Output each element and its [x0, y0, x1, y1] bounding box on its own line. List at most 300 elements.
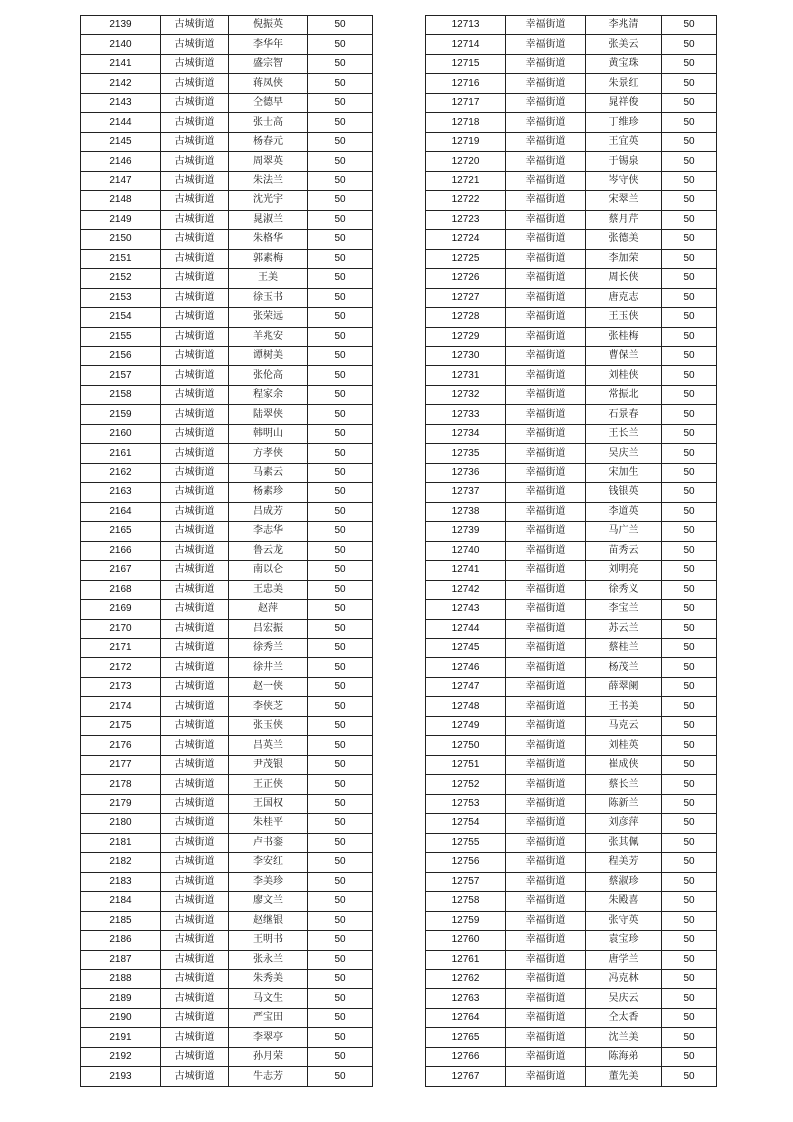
row-number-cell: 12746: [426, 658, 506, 677]
table-row: [426, 716, 717, 735]
amount-cell: 50: [662, 113, 717, 132]
amount-cell: 50: [308, 288, 373, 307]
table-row: [426, 1047, 717, 1066]
district-cell: 古城街道: [161, 308, 229, 327]
district-cell: 幸福街道: [506, 74, 586, 93]
amount-cell: 50: [662, 327, 717, 346]
amount-cell: 50: [662, 171, 717, 190]
amount-cell: 50: [662, 269, 717, 288]
name-cell: 冯克林: [586, 969, 662, 988]
name-cell: 宋翠兰: [586, 191, 662, 210]
table-row: [81, 346, 373, 365]
name-cell: 晁祥俊: [586, 93, 662, 112]
row-number-cell: 12749: [426, 716, 506, 735]
name-cell: 王宜英: [586, 132, 662, 151]
table-row: [81, 93, 373, 112]
name-cell: 丁维珍: [586, 113, 662, 132]
row-number-cell: 12732: [426, 385, 506, 404]
name-cell: 朱秀美: [229, 969, 308, 988]
row-number-cell: 2148: [81, 191, 161, 210]
district-cell: 幸福街道: [506, 366, 586, 385]
row-number-cell: 12747: [426, 677, 506, 696]
district-cell: 古城街道: [161, 269, 229, 288]
district-cell: 古城街道: [161, 600, 229, 619]
district-cell: 幸福街道: [506, 639, 586, 658]
name-cell: 刘桂英: [586, 736, 662, 755]
name-cell: 吕宏振: [229, 619, 308, 638]
table-row: [81, 1028, 373, 1047]
district-cell: 古城街道: [161, 230, 229, 249]
table-row: [426, 93, 717, 112]
row-number-cell: 2147: [81, 171, 161, 190]
district-cell: 古城街道: [161, 989, 229, 1008]
row-number-cell: 12718: [426, 113, 506, 132]
table-row: [426, 54, 717, 73]
district-cell: 幸福街道: [506, 600, 586, 619]
name-cell: 盛宗智: [229, 54, 308, 73]
name-cell: 羊兆安: [229, 327, 308, 346]
amount-cell: 50: [308, 35, 373, 54]
district-cell: 古城街道: [161, 658, 229, 677]
amount-cell: 50: [662, 541, 717, 560]
name-cell: 赵一侠: [229, 677, 308, 696]
row-number-cell: 12730: [426, 346, 506, 365]
amount-cell: 50: [308, 502, 373, 521]
district-cell: 古城街道: [161, 522, 229, 541]
table-row: [426, 697, 717, 716]
row-number-cell: 12748: [426, 697, 506, 716]
name-cell: 牛志芳: [229, 1067, 308, 1086]
row-number-cell: 12719: [426, 132, 506, 151]
table-row: [426, 113, 717, 132]
table-row: [81, 35, 373, 54]
table-row: [81, 210, 373, 229]
table-row: [81, 619, 373, 638]
amount-cell: 50: [662, 308, 717, 327]
name-cell: 谭树美: [229, 346, 308, 365]
table-row: [81, 969, 373, 988]
district-cell: 幸福街道: [506, 989, 586, 1008]
table-row: [81, 327, 373, 346]
district-cell: 古城街道: [161, 697, 229, 716]
amount-cell: 50: [308, 93, 373, 112]
table-row: [81, 580, 373, 599]
row-number-cell: 2177: [81, 755, 161, 774]
table-row: [81, 191, 373, 210]
amount-cell: 50: [308, 755, 373, 774]
name-cell: 朱格华: [229, 230, 308, 249]
left-roster-table: [80, 15, 373, 1087]
name-cell: 李美珍: [229, 872, 308, 891]
row-number-cell: 2159: [81, 405, 161, 424]
district-cell: 幸福街道: [506, 950, 586, 969]
amount-cell: 50: [308, 366, 373, 385]
name-cell: 陈海弟: [586, 1047, 662, 1066]
name-cell: 李侠芝: [229, 697, 308, 716]
name-cell: 卢书銮: [229, 833, 308, 852]
table-row: [426, 308, 717, 327]
district-cell: 幸福街道: [506, 249, 586, 268]
row-number-cell: 12716: [426, 74, 506, 93]
row-number-cell: 2193: [81, 1067, 161, 1086]
district-cell: 幸福街道: [506, 677, 586, 696]
name-cell: 徐秀兰: [229, 639, 308, 658]
table-row: [81, 113, 373, 132]
table-row: [426, 444, 717, 463]
district-cell: 古城街道: [161, 405, 229, 424]
district-cell: 幸福街道: [506, 152, 586, 171]
amount-cell: 50: [662, 794, 717, 813]
table-row: [426, 814, 717, 833]
amount-cell: 50: [662, 658, 717, 677]
table-row: [426, 522, 717, 541]
amount-cell: 50: [662, 385, 717, 404]
name-cell: 张荣远: [229, 308, 308, 327]
name-cell: 方孝侠: [229, 444, 308, 463]
district-cell: 古城街道: [161, 892, 229, 911]
name-cell: 周翠英: [229, 152, 308, 171]
amount-cell: 50: [662, 1047, 717, 1066]
row-number-cell: 12744: [426, 619, 506, 638]
amount-cell: 50: [308, 385, 373, 404]
amount-cell: 50: [308, 444, 373, 463]
name-cell: 徐井兰: [229, 658, 308, 677]
table-row: [426, 405, 717, 424]
district-cell: 幸福街道: [506, 269, 586, 288]
district-cell: 幸福街道: [506, 171, 586, 190]
district-cell: 幸福街道: [506, 931, 586, 950]
table-row: [81, 1047, 373, 1066]
table-row: [81, 833, 373, 852]
row-number-cell: 2176: [81, 736, 161, 755]
name-cell: 崔成侠: [586, 755, 662, 774]
amount-cell: 50: [662, 346, 717, 365]
district-cell: 幸福街道: [506, 132, 586, 151]
amount-cell: 50: [662, 463, 717, 482]
amount-cell: 50: [308, 697, 373, 716]
amount-cell: 50: [662, 639, 717, 658]
row-number-cell: 2190: [81, 1008, 161, 1027]
amount-cell: 50: [308, 736, 373, 755]
district-cell: 古城街道: [161, 775, 229, 794]
name-cell: 苗秀云: [586, 541, 662, 560]
row-number-cell: 12720: [426, 152, 506, 171]
table-row: [81, 755, 373, 774]
table-row: [426, 249, 717, 268]
amount-cell: 50: [308, 269, 373, 288]
amount-cell: 50: [308, 833, 373, 852]
table-row: [81, 950, 373, 969]
row-number-cell: 2192: [81, 1047, 161, 1066]
name-cell: 董先美: [586, 1067, 662, 1086]
row-number-cell: 2157: [81, 366, 161, 385]
name-cell: 马广兰: [586, 522, 662, 541]
name-cell: 沈兰美: [586, 1028, 662, 1047]
table-row: [426, 483, 717, 502]
row-number-cell: 12721: [426, 171, 506, 190]
amount-cell: 50: [662, 405, 717, 424]
row-number-cell: 2145: [81, 132, 161, 151]
row-number-cell: 12740: [426, 541, 506, 560]
amount-cell: 50: [662, 191, 717, 210]
table-row: [426, 911, 717, 930]
amount-cell: 50: [662, 833, 717, 852]
amount-cell: 50: [308, 249, 373, 268]
table-row: [81, 288, 373, 307]
name-cell: 南以仑: [229, 561, 308, 580]
table-row: [426, 230, 717, 249]
amount-cell: 50: [308, 152, 373, 171]
row-number-cell: 2166: [81, 541, 161, 560]
name-cell: 张德美: [586, 230, 662, 249]
amount-cell: 50: [662, 677, 717, 696]
name-cell: 钱银英: [586, 483, 662, 502]
row-number-cell: 2178: [81, 775, 161, 794]
amount-cell: 50: [308, 405, 373, 424]
name-cell: 周长侠: [586, 269, 662, 288]
district-cell: 古城街道: [161, 424, 229, 443]
name-cell: 赵继银: [229, 911, 308, 930]
table-row: [81, 794, 373, 813]
name-cell: 王正侠: [229, 775, 308, 794]
district-cell: 古城街道: [161, 950, 229, 969]
table-row: [81, 502, 373, 521]
name-cell: 薛翠阑: [586, 677, 662, 696]
row-number-cell: 2168: [81, 580, 161, 599]
district-cell: 幸福街道: [506, 35, 586, 54]
district-cell: 古城街道: [161, 385, 229, 404]
amount-cell: 50: [662, 969, 717, 988]
name-cell: 赵萍: [229, 600, 308, 619]
district-cell: 古城街道: [161, 54, 229, 73]
row-number-cell: 12750: [426, 736, 506, 755]
table-row: [426, 327, 717, 346]
name-cell: 曹保兰: [586, 346, 662, 365]
table-row: [81, 74, 373, 93]
row-number-cell: 12728: [426, 308, 506, 327]
amount-cell: 50: [662, 366, 717, 385]
table-row: [426, 366, 717, 385]
table-row: [426, 833, 717, 852]
amount-cell: 50: [662, 1008, 717, 1027]
table-row: [81, 249, 373, 268]
table-row: [426, 1008, 717, 1027]
table-row: [81, 716, 373, 735]
amount-cell: 50: [308, 561, 373, 580]
amount-cell: 50: [662, 483, 717, 502]
table-row: [81, 561, 373, 580]
row-number-cell: 2140: [81, 35, 161, 54]
district-cell: 古城街道: [161, 639, 229, 658]
district-cell: 幸福街道: [506, 755, 586, 774]
name-cell: 程家余: [229, 385, 308, 404]
amount-cell: 50: [662, 210, 717, 229]
table-row: [426, 969, 717, 988]
name-cell: 李翠亭: [229, 1028, 308, 1047]
name-cell: 唐学兰: [586, 950, 662, 969]
district-cell: 古城街道: [161, 619, 229, 638]
amount-cell: 50: [662, 152, 717, 171]
district-cell: 古城街道: [161, 677, 229, 696]
district-cell: 幸福街道: [506, 1008, 586, 1027]
row-number-cell: 12756: [426, 853, 506, 872]
amount-cell: 50: [308, 346, 373, 365]
amount-cell: 50: [308, 210, 373, 229]
name-cell: 蔡淑珍: [586, 872, 662, 891]
amount-cell: 50: [662, 697, 717, 716]
row-number-cell: 12755: [426, 833, 506, 852]
name-cell: 郭素梅: [229, 249, 308, 268]
district-cell: 幸福街道: [506, 463, 586, 482]
amount-cell: 50: [308, 132, 373, 151]
table-row: [426, 288, 717, 307]
table-row: [81, 269, 373, 288]
table-row: [81, 132, 373, 151]
table-row: [81, 1008, 373, 1027]
amount-cell: 50: [308, 619, 373, 638]
district-cell: 古城街道: [161, 210, 229, 229]
row-number-cell: 2156: [81, 346, 161, 365]
district-cell: 幸福街道: [506, 619, 586, 638]
district-cell: 古城街道: [161, 1028, 229, 1047]
amount-cell: 50: [308, 658, 373, 677]
district-cell: 古城街道: [161, 113, 229, 132]
district-cell: 古城街道: [161, 16, 229, 35]
amount-cell: 50: [662, 522, 717, 541]
name-cell: 沈光宇: [229, 191, 308, 210]
name-cell: 仝太香: [586, 1008, 662, 1027]
district-cell: 幸福街道: [506, 658, 586, 677]
table-row: [426, 191, 717, 210]
right-roster-body: [426, 16, 717, 1087]
row-number-cell: 12739: [426, 522, 506, 541]
amount-cell: 50: [662, 93, 717, 112]
row-number-cell: 2175: [81, 716, 161, 735]
name-cell: 张守英: [586, 911, 662, 930]
district-cell: 幸福街道: [506, 230, 586, 249]
table-row: [81, 366, 373, 385]
district-cell: 古城街道: [161, 483, 229, 502]
amount-cell: 50: [308, 931, 373, 950]
name-cell: 王长兰: [586, 424, 662, 443]
amount-cell: 50: [662, 911, 717, 930]
table-row: [426, 989, 717, 1008]
table-row: [426, 210, 717, 229]
table-row: [81, 911, 373, 930]
name-cell: 吕成芳: [229, 502, 308, 521]
name-cell: 朱法兰: [229, 171, 308, 190]
district-cell: 古城街道: [161, 444, 229, 463]
name-cell: 王国权: [229, 794, 308, 813]
table-row: [81, 483, 373, 502]
district-cell: 古城街道: [161, 931, 229, 950]
district-cell: 古城街道: [161, 716, 229, 735]
table-row: [426, 561, 717, 580]
district-cell: 古城街道: [161, 463, 229, 482]
table-row: [81, 697, 373, 716]
district-cell: 幸福街道: [506, 93, 586, 112]
name-cell: 王玉侠: [586, 308, 662, 327]
district-cell: 幸福街道: [506, 872, 586, 891]
row-number-cell: 2185: [81, 911, 161, 930]
row-number-cell: 2182: [81, 853, 161, 872]
table-row: [81, 171, 373, 190]
district-cell: 幸福街道: [506, 308, 586, 327]
name-cell: 唐克志: [586, 288, 662, 307]
district-cell: 幸福街道: [506, 1047, 586, 1066]
table-row: [426, 424, 717, 443]
row-number-cell: 12714: [426, 35, 506, 54]
table-row: [426, 152, 717, 171]
name-cell: 王书美: [586, 697, 662, 716]
row-number-cell: 12752: [426, 775, 506, 794]
table-row: [81, 54, 373, 73]
district-cell: 古城街道: [161, 1047, 229, 1066]
name-cell: 岑守侠: [586, 171, 662, 190]
row-number-cell: 2160: [81, 424, 161, 443]
row-number-cell: 12734: [426, 424, 506, 443]
district-cell: 幸福街道: [506, 892, 586, 911]
amount-cell: 50: [308, 424, 373, 443]
name-cell: 李志华: [229, 522, 308, 541]
name-cell: 韩明山: [229, 424, 308, 443]
amount-cell: 50: [662, 230, 717, 249]
table-row: [81, 600, 373, 619]
name-cell: 杨茂兰: [586, 658, 662, 677]
amount-cell: 50: [308, 911, 373, 930]
district-cell: 幸福街道: [506, 385, 586, 404]
name-cell: 常振北: [586, 385, 662, 404]
amount-cell: 50: [308, 969, 373, 988]
name-cell: 吴庆云: [586, 989, 662, 1008]
district-cell: 幸福街道: [506, 814, 586, 833]
table-row: [426, 74, 717, 93]
district-cell: 幸福街道: [506, 833, 586, 852]
amount-cell: 50: [308, 814, 373, 833]
amount-cell: 50: [308, 16, 373, 35]
row-number-cell: 2158: [81, 385, 161, 404]
district-cell: 幸福街道: [506, 561, 586, 580]
name-cell: 黄宝珠: [586, 54, 662, 73]
table-row: [81, 152, 373, 171]
table-row: [81, 775, 373, 794]
district-cell: 古城街道: [161, 911, 229, 930]
row-number-cell: 12736: [426, 463, 506, 482]
table-row: [426, 1067, 717, 1086]
table-row: [81, 658, 373, 677]
row-number-cell: 12754: [426, 814, 506, 833]
row-number-cell: 12723: [426, 210, 506, 229]
amount-cell: 50: [308, 113, 373, 132]
table-row: [81, 677, 373, 696]
amount-cell: 50: [308, 950, 373, 969]
table-row: [426, 35, 717, 54]
row-number-cell: 2181: [81, 833, 161, 852]
amount-cell: 50: [308, 483, 373, 502]
amount-cell: 50: [662, 872, 717, 891]
amount-cell: 50: [662, 950, 717, 969]
table-row: [81, 444, 373, 463]
district-cell: 古城街道: [161, 346, 229, 365]
table-row: [426, 931, 717, 950]
row-number-cell: 12765: [426, 1028, 506, 1047]
amount-cell: 50: [662, 249, 717, 268]
name-cell: 王忠美: [229, 580, 308, 599]
amount-cell: 50: [308, 327, 373, 346]
amount-cell: 50: [662, 814, 717, 833]
name-cell: 袁宝珍: [586, 931, 662, 950]
table-row: [426, 677, 717, 696]
